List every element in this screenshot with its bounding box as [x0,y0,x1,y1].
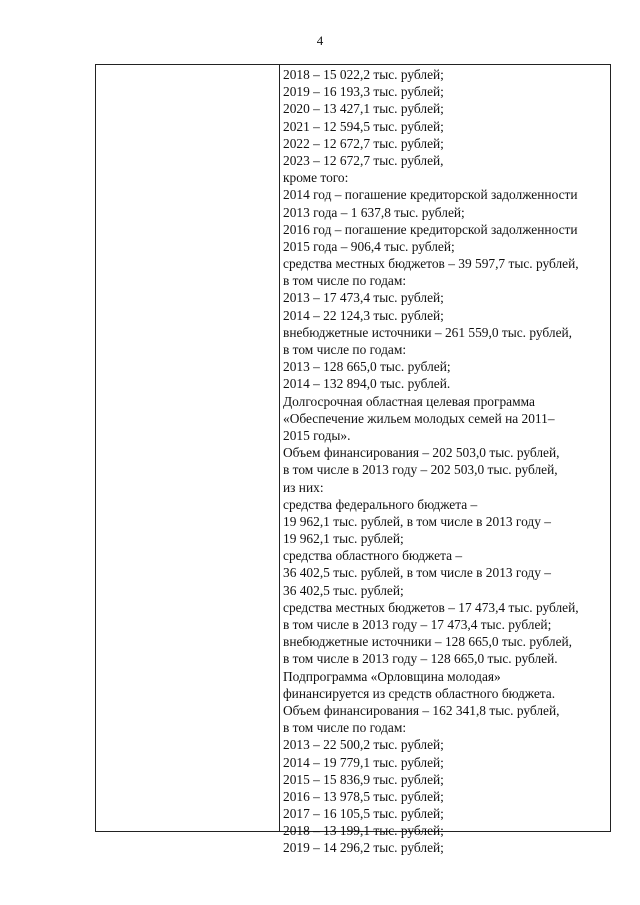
text-line: 2021 – 12 594,5 тыс. рублей; [283,118,444,134]
text-line: Объем финансирования – 202 503,0 тыс. рублей, [283,445,560,461]
text-line: внебюджетные источники – 128 665,0 тыс. рублей, [283,634,573,650]
text-line: средства федерального бюджета – [283,496,478,512]
text-line: в том числе по годам: [283,342,407,357]
text-line: 2013 – 128 665,0 тыс. рублей; [283,359,451,375]
text-line: 2023 – 12 672,7 тыс. рублей, [283,152,444,168]
text-line: 2014 – 19 779,1 тыс. рублей; [283,754,444,770]
financing-table [95,64,611,856]
text-line: финансируется из средств областного бюджета. [283,685,556,701]
text-line: 2019 – 14 296,2 тыс. рублей; [283,840,444,856]
text-line: 36 402,5 тыс. рублей; [283,582,404,598]
text-line: в том числе по годам: [283,720,407,736]
text-line: средства местных бюджетов – 39 597,7 тыс. рублей, [283,256,579,272]
text-line: 2014 год – погашение кредиторской задолженности [283,187,578,203]
text-line: 2014 – 132 894,0 тыс. рублей. [283,376,451,392]
text-line: 2015 – 15 836,9 тыс. рублей; [283,771,444,787]
table-left-cell [96,65,280,831]
text-line: 2022 – 12 672,7 тыс. рублей; [283,135,444,151]
text-line: 2018 – 15 022,2 тыс. рублей; [283,67,444,82]
text-line: в том числе в 2013 году – 17 473,4 тыс. рублей; [283,617,552,632]
table-right-cell [280,65,610,856]
text-line: кроме того: [283,170,349,186]
text-line: в том числе в 2013 году – 128 665,0 тыс. рублей. [283,651,558,667]
text-line: из них: [283,479,324,495]
text-line: 2015 годы». [283,427,351,443]
text-line: 2013 года – 1 637,8 тыс. рублей; [283,204,465,220]
text-line: 2020 – 13 427,1 тыс. рублей; [283,101,444,117]
text-line: 2018 – 13 199,1 тыс. рублей; [283,823,444,839]
text-line: 2017 – 16 105,5 тыс. рублей; [283,806,444,822]
text-line: Долгосрочная областная целевая программа [283,393,535,409]
text-line: 2013 – 17 473,4 тыс. рублей; [283,290,444,306]
text-line: 36 402,5 тыс. рублей, в том числе в 2013 году – [283,565,551,581]
text-line: 2015 года – 906,4 тыс. рублей; [283,238,455,254]
text-line: 19 962,1 тыс. рублей, в том числе в 2013 году – [283,513,551,529]
text-line: 2019 – 16 193,3 тыс. рублей; [283,84,444,100]
text-line: Объем финансирования – 162 341,8 тыс. рублей, [283,702,560,718]
text-line: средства местных бюджетов – 17 473,4 тыс. рублей, [283,599,579,615]
text-line: 2014 – 22 124,3 тыс. рублей; [283,307,444,323]
text-line: 19 962,1 тыс. рублей; [283,531,404,547]
text-line: внебюджетные источники – 261 559,0 тыс. рублей, [283,324,573,340]
text-line: 2013 – 22 500,2 тыс. рублей; [283,737,444,753]
text-line: 2016 – 13 978,5 тыс. рублей; [283,788,444,804]
text-line: Подпрограмма «Орловщина молодая» [283,668,501,684]
text-line: 2016 год – погашение кредиторской задолженности [283,221,578,237]
text-line: средства областного бюджета – [283,548,463,564]
page-number: 4 [316,33,324,48]
text-line: «Обеспечение жильем молодых семей на 2011– [283,410,555,426]
text-line: в том числе по годам: [283,273,407,289]
text-line: в том числе в 2013 году – 202 503,0 тыс. рублей, [283,462,558,478]
